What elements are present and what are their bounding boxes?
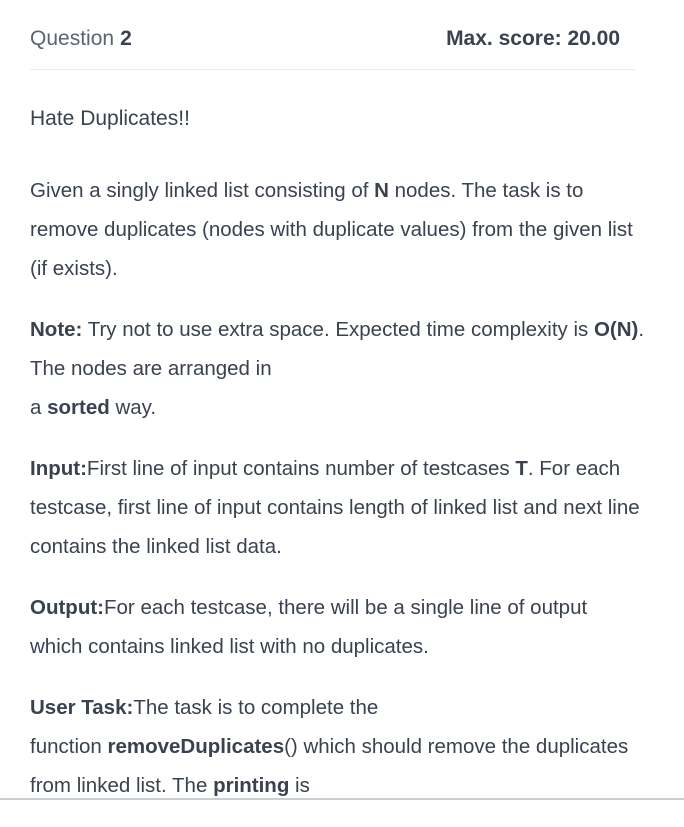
problem-title: Hate Duplicates!! — [30, 107, 190, 130]
output-label: Output: — [30, 596, 104, 619]
question-label-text: Question — [30, 27, 115, 50]
problem-description — [30, 171, 645, 288]
question-header — [30, 0, 635, 70]
question-number: 2 — [120, 27, 132, 50]
note-text: Try not to use extra space. Expected time complexity is — [82, 318, 594, 341]
user-task-text-2: function — [30, 735, 108, 758]
output-paragraph — [30, 588, 645, 666]
note-text-4: way. — [109, 396, 157, 419]
input-label: Input: — [30, 457, 87, 480]
user-task-text-3: () which should remove the duplicates from linked list. The — [30, 735, 629, 797]
note-complexity: O(N) — [593, 318, 639, 341]
output-text: For each testcase, there will be a single line of output which contains linked list with no duplicates. — [30, 596, 588, 658]
description-bold-n: N — [374, 179, 389, 202]
user-task-paragraph — [30, 688, 645, 805]
note-sorted: sorted — [47, 396, 110, 419]
user-task-printing: printing — [213, 774, 290, 797]
user-task-label: User Task: — [30, 696, 134, 719]
note-text-2: . The nodes are arranged in — [30, 318, 645, 380]
note-paragraph — [30, 310, 645, 427]
max-score: Max. score: 20.00 — [446, 27, 620, 50]
problem-statement — [30, 171, 645, 827]
question-label — [30, 27, 132, 51]
input-text: First line of input contains number of testcases — [86, 457, 516, 480]
user-task-text-4: is — [289, 774, 310, 797]
function-name: removeDuplicates — [107, 735, 285, 758]
user-task-text: The task is to complete the — [133, 696, 379, 719]
description-text-2: nodes. The task is to remove duplicates (nodes with duplicate values) from the given list (if exists). — [30, 179, 633, 280]
input-bold-t: T — [515, 457, 528, 480]
description-text: Given a singly linked list consisting of — [30, 179, 375, 202]
note-label: Note: — [30, 318, 83, 341]
input-paragraph — [30, 449, 645, 566]
note-text-3: a — [30, 396, 48, 419]
input-text-2: . For each testcase, first line of input contains length of linked list and next line contains the linked list data. — [30, 457, 640, 558]
